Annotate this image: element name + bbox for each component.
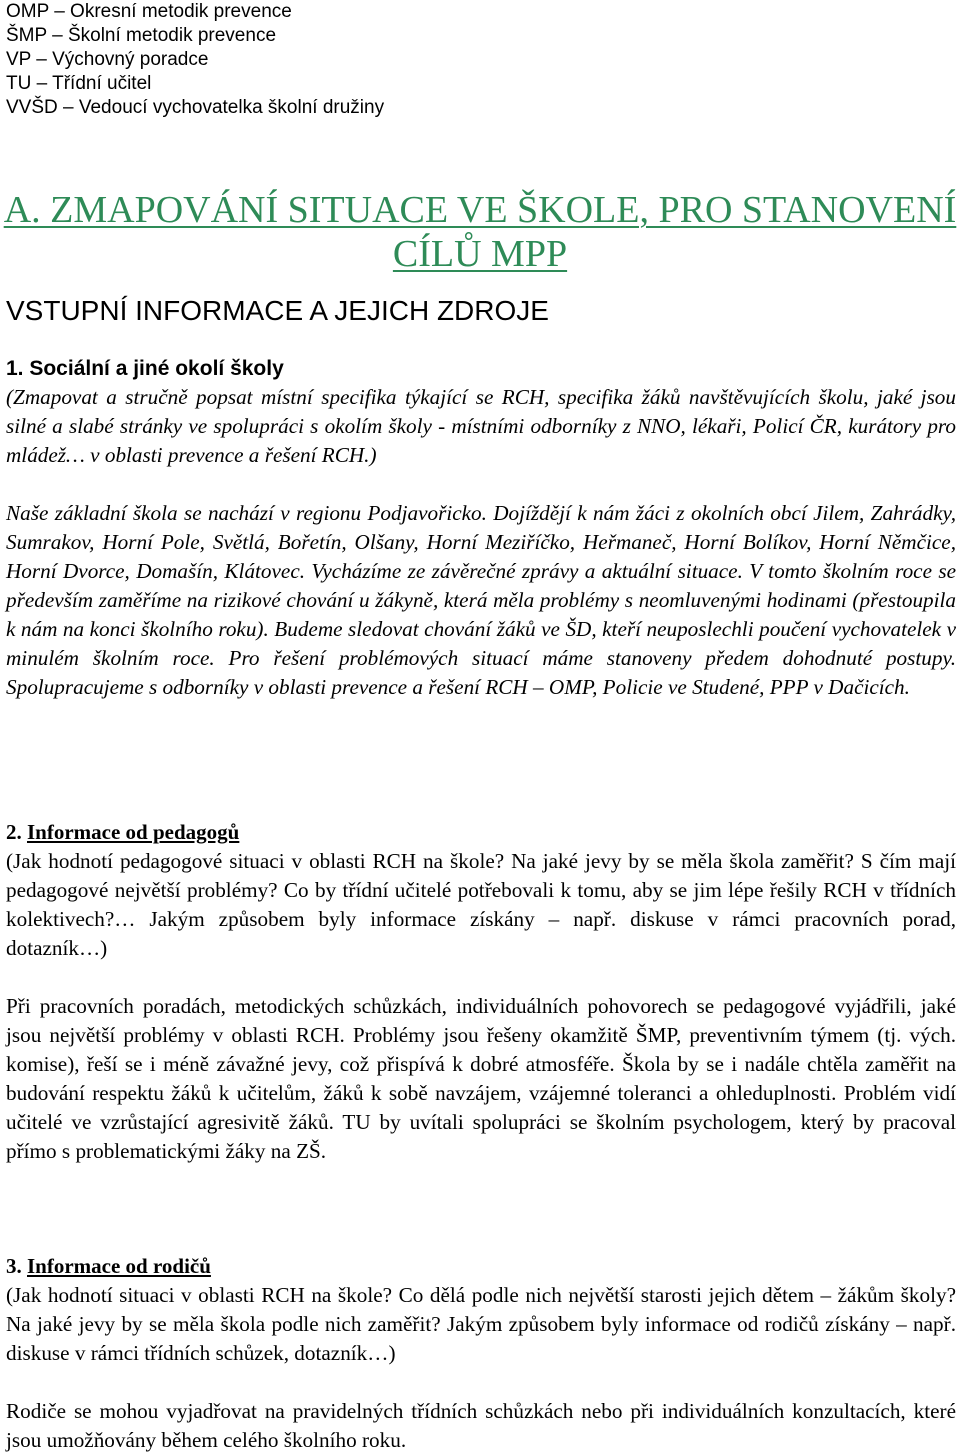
section-3-title: Informace od rodičů: [27, 1254, 211, 1278]
section-social-environment: [6, 354, 956, 702]
title-line-1: A. ZMAPOVÁNÍ SITUACE VE ŠKOLE, PRO STANOVENÍ: [3, 189, 957, 231]
section-3-heading: [6, 1252, 956, 1281]
section-2-number: 2.: [6, 820, 22, 844]
title-line-2: CÍLŮ MPP: [392, 233, 568, 275]
section-2-answer: Při pracovních poradách, metodických schůzkách, individuálních pohovorech se pedagogové vyjádřili, jaké jsou největší problémy v oblasti RCH. Problémy jsou řešeny okamžitě ŠMP, preventivním týmem (tj. vých. komise), řeší se i méně závažné jevy, což přispívá k dobré atmosféře. Škola by se i nadále chtěla zaměřit na budování respektu žáků k učitelům, žáků k sobě navzájem, vzájemné toleranci a ohleduplnosti. Problém vidí učitelé ve vzrůstající agresivitě žáků. TU by uvítali spolupráci se školním psychologem, který by pracoval přímo s problematickými žáky na ZŠ.: [6, 994, 956, 1163]
abbreviation-item: OMP – Okresní metodik prevence: [6, 1, 292, 22]
section-3-prompt: (Jak hodnotí situaci v oblasti RCH na škole? Co dělá podle nich největší starosti jejich dětem – žákům školy? Na jaké jevy by se měla škola podle nich zaměřit? Jakým způsobem byly informace od rodičů získány – např. diskuse v rámci třídních schůzek, dotazník…): [6, 1283, 956, 1365]
document-title: [0, 188, 960, 276]
section-1-answer: Naše základní škola se nachází v regionu Podjavořicko. Dojíždějí k nám žáci z okolních obcí Jilem, Zahrádky, Sumrakov, Horní Pole, Světlá, Bořetín, Olšany, Horní Meziříčko, Heřmaneč, Horní Bolíkov, Horní Němčice, Horní Dvorce, Domašín, Klátovec. Vycházíme ze závěrečné zprávy a aktuální situace. V tomto školním roce se především zaměříme na rizikové chování u žákyně, která měla problémy s neomluvenými hodinami (přestoupila k nám na konci školního roku). Budeme sledovat chování žáků ve ŠD, kteří neuposlechli poučení vychovatelek v minulém školním roce. Pro řešení problémových situací máme stanoveny předem dohodnuté postupy. Spolupracujeme s odborníky v oblasti prevence a řešení RCH – OMP, Policie ve Studené, PPP v Dačicích.: [6, 501, 956, 699]
section-1-heading: 1. Sociální a jiné okolí školy: [6, 357, 284, 380]
section-parent-information: [6, 1252, 956, 1455]
section-3-answer: Rodiče se mohou vyjadřovat na pravidelných třídních schůzkách nebo při individuálních konzultacích, které jsou umožňovány během celého školního roku.: [6, 1399, 956, 1452]
section-teacher-information: [6, 818, 956, 1166]
section-3-number: 3.: [6, 1254, 22, 1278]
section-2-heading: [6, 818, 956, 847]
abbreviation-list: [6, 0, 384, 120]
section-2-title: Informace od pedagogů: [27, 820, 240, 844]
abbreviation-item: VVŠD – Vedoucí vychovatelka školní družiny: [6, 97, 385, 118]
abbreviation-item: TU – Třídní učitel: [6, 73, 152, 94]
section-1-prompt: (Zmapovat a stručně popsat místní specifika týkající se RCH, specifika žáků navštěvujících školu, jaké jsou silné a slabé stránky ve spolupráci s okolím školy - místními odborníky z NNO, lékaři, Policí ČR, kurátory pro mládež… v oblasti prevence a řešení RCH.): [6, 385, 956, 467]
section-subtitle: VSTUPNÍ INFORMACE A JEJICH ZDROJE: [6, 295, 549, 326]
section-2-prompt: (Jak hodnotí pedagogové situaci v oblasti RCH na škole? Na jaké jevy by se měla škola zaměřit? S čím mají pedagogové největší problémy? Co by třídní učitelé potřebovali k tomu, aby se jim lépe řešily RCH v třídních kolektivech?… Jakým způsobem byly informace získány – např. diskuse v rámci pracovních porad, dotazník…): [6, 849, 956, 960]
abbreviation-item: VP – Výchovný poradce: [6, 49, 209, 70]
abbreviation-item: ŠMP – Školní metodik prevence: [6, 25, 277, 46]
